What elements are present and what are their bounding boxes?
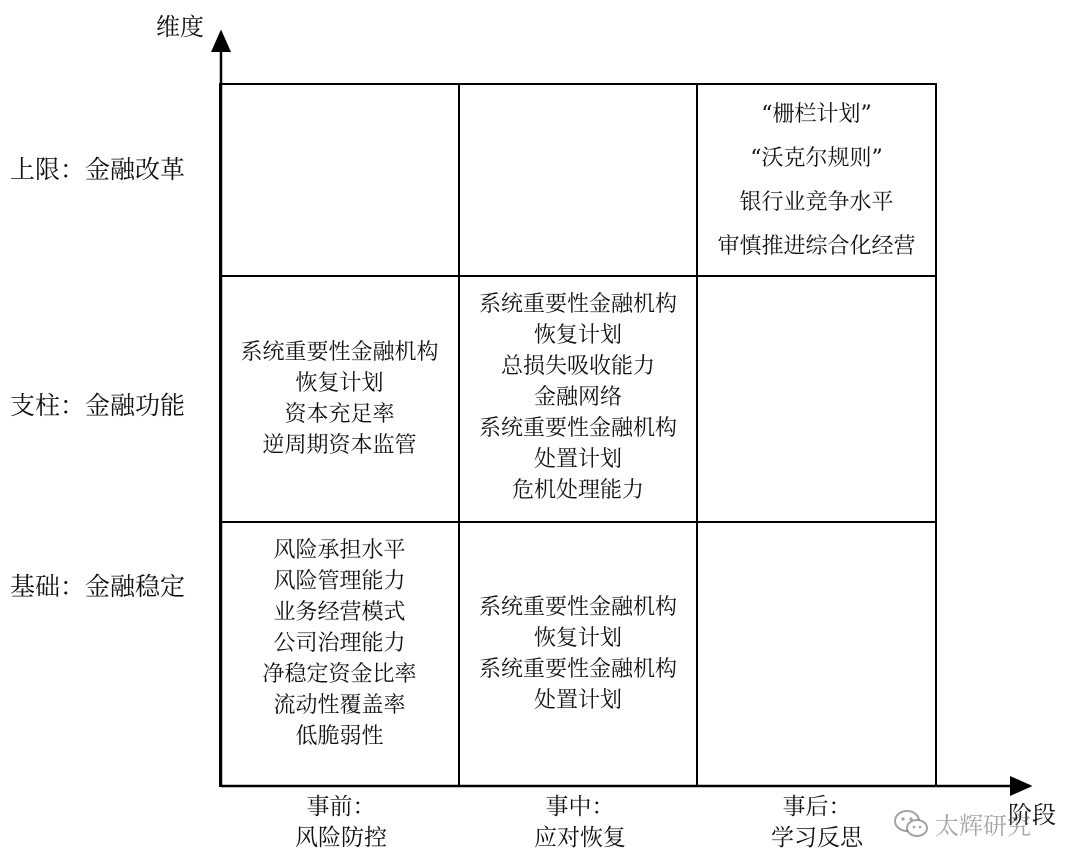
watermark — [893, 806, 1031, 841]
cell-item: 业务经营模式 — [273, 600, 406, 625]
watermark-text: 太辉研究 — [935, 812, 1031, 840]
column-label-before — [221, 792, 461, 854]
cell-item: 公司治理能力 — [273, 631, 406, 656]
cell-item: 风险管理能力 — [273, 569, 406, 594]
cell-item: 系统重要性金融机构 — [478, 595, 677, 620]
cell-item: 处置计划 — [533, 447, 622, 472]
row-label-pillar: 支柱：金融功能 — [10, 391, 186, 420]
matrix-grid — [220, 84, 936, 786]
cell-top-center — [458, 83, 698, 277]
cell-middle-right — [696, 275, 937, 523]
cell-item: 系统重要性金融机构 — [478, 292, 677, 317]
cell-item: 恢复计划 — [533, 323, 622, 348]
cell-item: 系统重要性金融机构 — [240, 340, 439, 365]
cell-item: 系统重要性金融机构 — [478, 416, 677, 441]
column-label-line1: 事中： — [545, 794, 615, 820]
cell-top-left — [219, 83, 460, 277]
cell-item: 恢复计划 — [295, 371, 384, 396]
cell-middle-left — [219, 275, 460, 523]
column-label-line1: 事后： — [782, 794, 852, 820]
cell-bottom-center — [458, 521, 698, 787]
cell-item: 系统重要性金融机构 — [478, 657, 677, 682]
cell-item: 审慎推进综合化经营 — [717, 234, 916, 259]
cell-item: “沃克尔规则” — [750, 146, 883, 171]
cell-item: 低脆弱性 — [295, 724, 384, 749]
wechat-icon — [893, 809, 929, 839]
cell-item: “栅栏计划” — [761, 102, 872, 127]
cell-item: 流动性覆盖率 — [273, 693, 406, 718]
x-axis-title: 阶段 — [1008, 801, 1056, 829]
cell-item: 处置计划 — [533, 688, 622, 713]
cell-item: 逆周期资本监管 — [262, 433, 417, 458]
column-label-line2: 学习反思 — [771, 825, 863, 851]
column-label-line2: 风险防控 — [295, 825, 387, 851]
cell-middle-center — [458, 275, 698, 523]
cell-item: 金融网络 — [533, 385, 622, 410]
row-label-foundation: 基础：金融稳定 — [10, 572, 186, 601]
column-label-line1: 事前： — [306, 794, 376, 820]
cell-top-right — [696, 83, 937, 277]
row-label-upper-limit: 上限：金融改革 — [10, 155, 186, 184]
cell-item: 银行业竞争水平 — [739, 190, 894, 215]
cell-bottom-right — [696, 521, 937, 787]
y-axis-title: 维度 — [156, 13, 204, 41]
cell-item: 总损失吸收能力 — [500, 354, 655, 379]
column-label-line2: 应对恢复 — [534, 825, 626, 851]
cell-item: 风险承担水平 — [273, 538, 406, 563]
cell-item: 危机处理能力 — [511, 478, 644, 503]
cell-bottom-left — [219, 521, 460, 787]
column-label-during — [460, 792, 700, 854]
cell-item: 恢复计划 — [533, 626, 622, 651]
cell-item: 资本充足率 — [284, 402, 395, 427]
cell-item: 净稳定资金比率 — [262, 662, 417, 687]
